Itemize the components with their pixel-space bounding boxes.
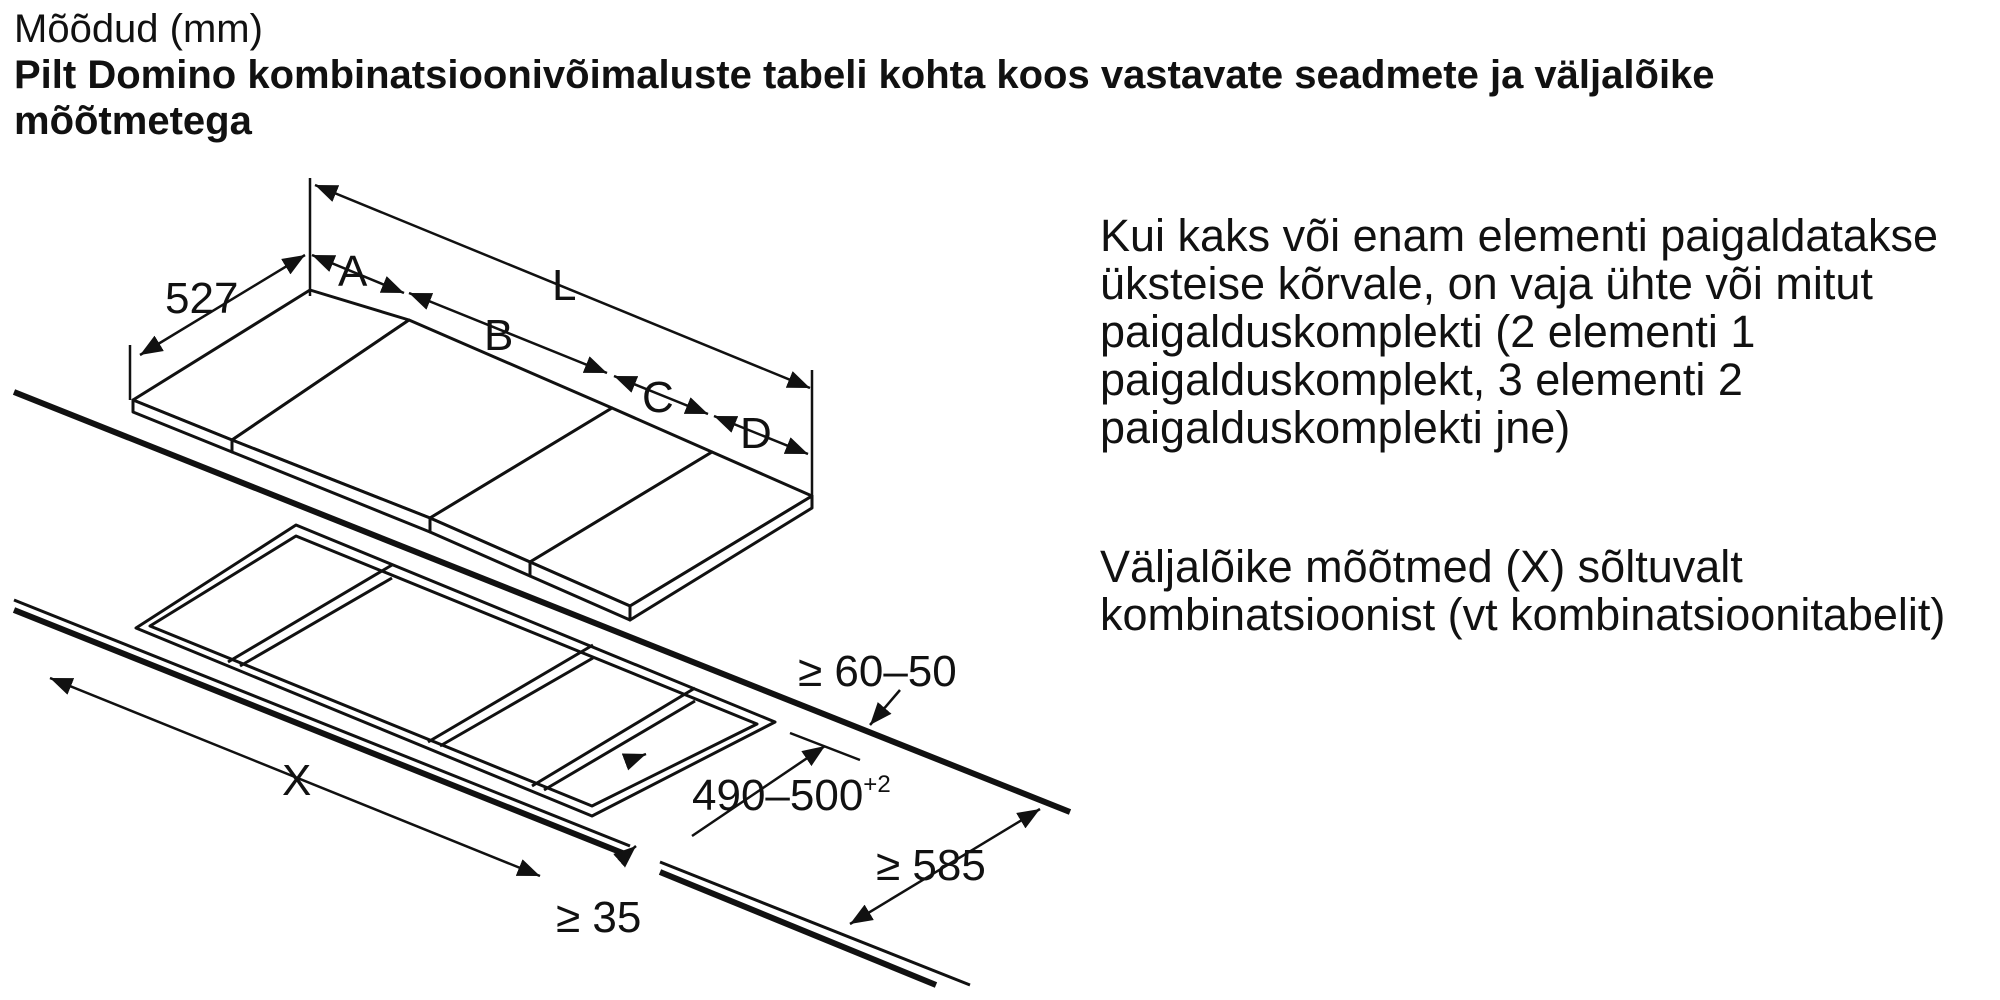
front-distance-label: ≥ 60–50 — [798, 647, 957, 696]
width-d-label: D — [740, 409, 772, 458]
total-length-label: L — [552, 261, 577, 310]
cutout-depth-tolerance: +2 — [863, 771, 891, 798]
worktop-depth-label: ≥ 585 — [876, 841, 986, 890]
figure-title: Pilt Domino kombinatsioonivõimaluste tabeli kohta koos vastavate seadmete ja väljalõike mõõtmetega — [14, 53, 1715, 143]
installation-kit-note: Kui kaks või enam elementi paigaldatakse üksteise kõrvale, on vaja ühte või mitut paigalduskomplekti (2 elementi 1 paigalduskomplekt, 3 elementi 2 paigalduskomplekti jne) — [1100, 210, 1938, 453]
hob-modules — [133, 290, 812, 620]
cutout-depth-value: 490–500 — [692, 771, 864, 820]
cutout-note: Väljalõike mõõtmed (X) sõltuvalt kombinatsioonist (vt kombinatsioonitabelit) — [1100, 541, 1946, 640]
side-distance-label: ≥ 35 — [556, 893, 642, 942]
width-c-label: C — [642, 373, 674, 422]
width-b-label: B — [484, 311, 514, 360]
cutout-depth-label — [692, 771, 891, 820]
dimensions-unit-label: Mõõdud (mm) — [14, 7, 263, 51]
width-a-label: A — [338, 247, 368, 296]
cutout-width-label: X — [282, 756, 312, 805]
depth-label: 527 — [165, 274, 239, 323]
